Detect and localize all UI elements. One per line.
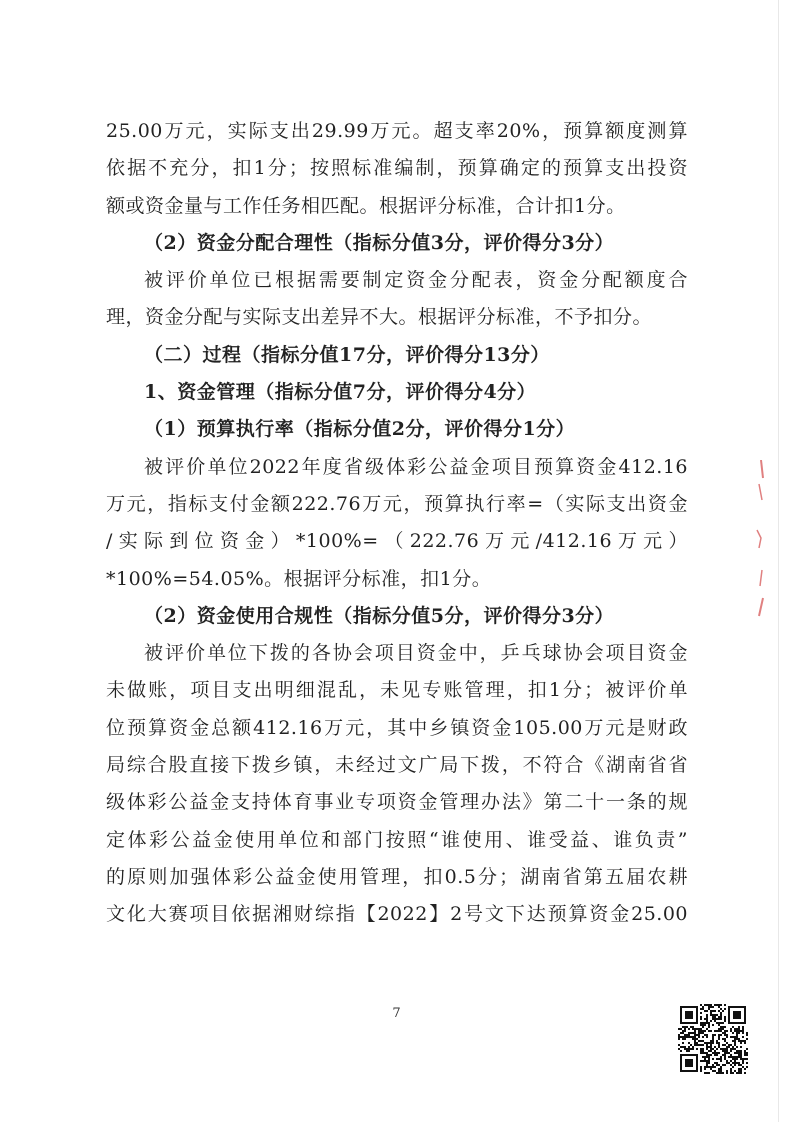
section-heading: （2）资金分配合理性（指标分值3分，评价得分3分） — [144, 231, 615, 254]
text-line: *100%=54.05%。根据评分标准，扣1分。 — [106, 567, 492, 590]
text-line: 级体彩公益金支持体育事业专项资金管理办法》第二十一条的规 — [106, 791, 688, 814]
text-line: 万元，指标支付金额222.76万元，预算执行率=（实际支出资金 — [106, 492, 688, 515]
text-line: 25.00万元，实际支出29.99万元。超支率20%，预算额度测算 — [106, 120, 688, 142]
section-heading: 1、资金管理（指标分值7分，评价得分4分） — [144, 381, 537, 404]
text-line: 额或资金量与工作任务相匹配。根据评分标准，合计扣1分。 — [106, 194, 626, 217]
text-line: 依据不充分，扣1分；按照标准编制，预算确定的预算支出投资 — [106, 157, 688, 180]
section-heading: （1）预算执行率（指标分值2分，评价得分1分） — [144, 418, 576, 441]
text-line: 文化大赛项目依据湘财综指【2022】2号文下达预算资金25.00 — [106, 903, 688, 926]
text-line: /实际到位资金）*100%=（222.76万元/412.16万元） — [106, 530, 688, 553]
section-heading: （2）资金使用合规性（指标分值5分，评价得分3分） — [144, 604, 615, 627]
section-heading: （二）过程（指标分值17分，评价得分13分） — [144, 343, 550, 366]
text-line: 被评价单位2022年度省级体彩公益金项目预算资金412.16 — [144, 455, 688, 478]
text-line: 局综合股直接下拨乡镇，未经过文广局下拨，不符合《湖南省省 — [106, 754, 688, 777]
body-text — [106, 113, 688, 934]
text-line: 被评价单位下拨的各协会项目资金中，乒乓球协会项目资金 — [144, 642, 688, 665]
text-line: 被评价单位已根据需要制定资金分配表，资金分配额度合 — [144, 269, 688, 292]
stamp-marks — [751, 460, 771, 620]
qr-code-icon — [678, 1004, 748, 1074]
text-line: 定体彩公益金使用单位和部门按照“谁使用、谁受益、谁负责” — [106, 828, 688, 851]
page-edge-line — [778, 0, 779, 1122]
text-line: 未做账，项目支出明细混乱，未见专账管理，扣1分；被评价单 — [106, 679, 688, 702]
text-line: 位预算资金总额412.16万元，其中乡镇资金105.00万元是财政 — [106, 716, 688, 739]
text-line: 的原则加强体彩公益金使用管理，扣0.5分；湖南省第五届农耕 — [106, 865, 688, 888]
page-number: 7 — [392, 1006, 401, 1021]
text-line: 理，资金分配与实际支出差异不大。根据评分标准，不予扣分。 — [106, 306, 653, 329]
